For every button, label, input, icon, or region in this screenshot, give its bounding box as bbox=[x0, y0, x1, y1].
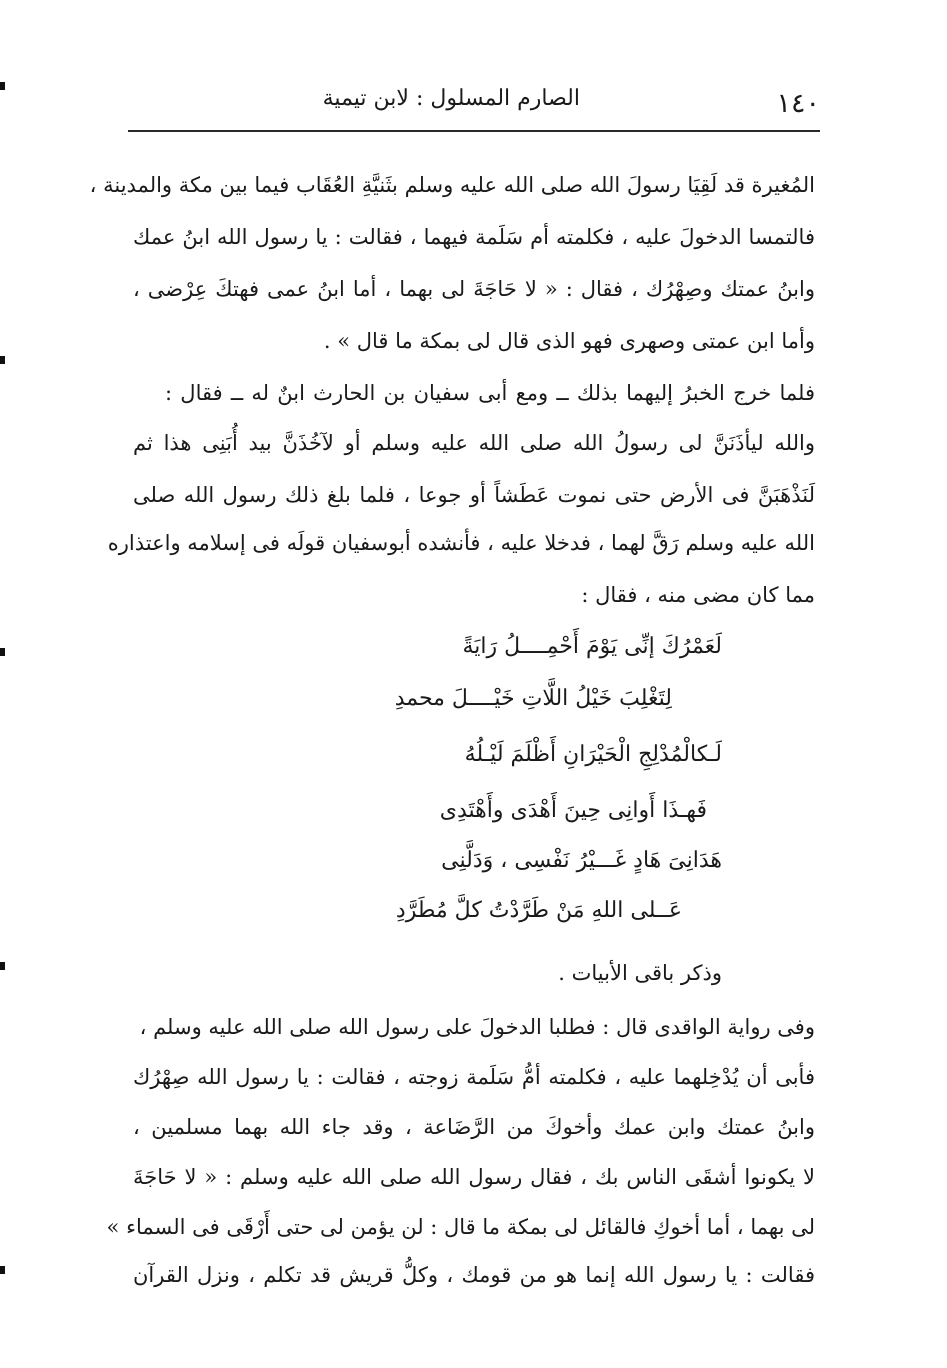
text-line: فالتمسا الدخولَ عليه ، فكلمته أم سَلَمة فيهما ، فقالت : يا رسول الله ابنُ عمك bbox=[133, 225, 815, 249]
verse-line: لَـكالْمُدْلِجِ الْحَيْرَانِ أَظْلَمَ لَيْـلُهُ bbox=[464, 742, 722, 767]
verse-line: عَــلى اللهِ مَنْ طَرَّدْتُ كلَّ مُطَرَّدِ bbox=[395, 898, 682, 923]
running-title: الصارم المسلول : لابن تيمية bbox=[322, 86, 580, 111]
text-line: فأبى أن يُدْخِلهما عليه ، فكلمته أمُّ سَلَمة زوجته ، فقالت : يا رسول الله صِهْرُك bbox=[133, 1065, 815, 1089]
scan-edge-mark bbox=[0, 648, 5, 656]
text-line: المُغيرة قد لَقِيَا رسولَ الله صلى الله عليه وسلم بثَنيَّةِ العُقَاب فيما بين مكة والمدينة ، bbox=[89, 173, 815, 197]
scan-edge-mark bbox=[0, 1266, 5, 1274]
text-line: لى بهما ، أما أخوكِ فالقائل لى بمكة ما قال : لن يؤمن لى حتى أَرْقَى فى السماء » bbox=[106, 1215, 815, 1239]
text-line: وأما ابن عمتى وصهرى فهو الذى قال لى بمكة ما قال » . bbox=[323, 329, 815, 353]
closing-line: وذكر باقى الأبيات . bbox=[558, 961, 722, 985]
verse-line: لَعَمْرُكَ إنِّى يَوْمَ أَحْمِــــلُ رَايَةً bbox=[462, 634, 722, 659]
text-line: فقالت : يا رسول الله إنما هو من قومك ، وكلُّ قريش قد تكلم ، ونزل القرآن bbox=[133, 1263, 815, 1287]
text-line: وابنُ عمتك وصِهْرُك ، فقال : « لا حَاجَةَ لى بهما ، أما ابنُ عمى فهتكَ عِرْضى ، bbox=[133, 277, 816, 301]
scan-edge-mark bbox=[0, 82, 5, 90]
text-line: وابنُ عمتك وابن عمك وأخوكَ من الرَّضَاعة ، وقد جاء الله بهما مسلمين ، bbox=[133, 1115, 815, 1139]
header-rule bbox=[128, 130, 820, 132]
running-header bbox=[130, 86, 820, 126]
page-number: ١٤٠ bbox=[776, 88, 820, 119]
text-line: مما كان مضى منه ، فقال : bbox=[581, 583, 815, 607]
text-line: وفى رواية الواقدى قال : فطلبا الدخولَ على رسول الله صلى الله عليه وسلم ، bbox=[139, 1015, 815, 1039]
text-line: والله ليأذَنَنَّ لى رسولُ الله صلى الله عليه وسلم أو لآخُذَنَّ بيد أُبَنِى هذا ثم bbox=[133, 431, 815, 455]
text-line: فلما خرج الخبرُ إليهما بذلك ــ ومع أبى سفيان بن الحارث ابنٌ له ــ فقال : bbox=[165, 381, 815, 405]
text-line: لا يكونوا أشقَى الناس بك ، فقال رسول الله صلى الله عليه وسلم : « لا حَاجَةَ bbox=[133, 1165, 815, 1189]
verse-line: هَدَانِىَ هَادٍ غَـــيْرُ نَفْسِى ، وَدَلَّنِى bbox=[441, 848, 722, 873]
verse-line: فَهـذَا أَوانِى حِينَ أَهْدَى وأَهْتَدِى bbox=[439, 798, 707, 823]
verse-line: لِتَغْلِبَ خَيْلُ اللَّاتِ خَيْــــلَ محمدِ bbox=[394, 686, 672, 711]
text-line: لَنَذْهَبَنَّ فى الأرض حتى نموت عَطَشاً أو جوعا ، فلما بلغ ذلك رسول الله صلى bbox=[133, 483, 815, 507]
scan-edge-mark bbox=[0, 962, 5, 970]
scan-edge-mark bbox=[0, 356, 5, 364]
text-line: الله عليه وسلم رَقَّ لهما ، فدخلا عليه ، فأنشده أبوسفيان قولَه فى إسلامه واعتذاره bbox=[107, 531, 815, 555]
